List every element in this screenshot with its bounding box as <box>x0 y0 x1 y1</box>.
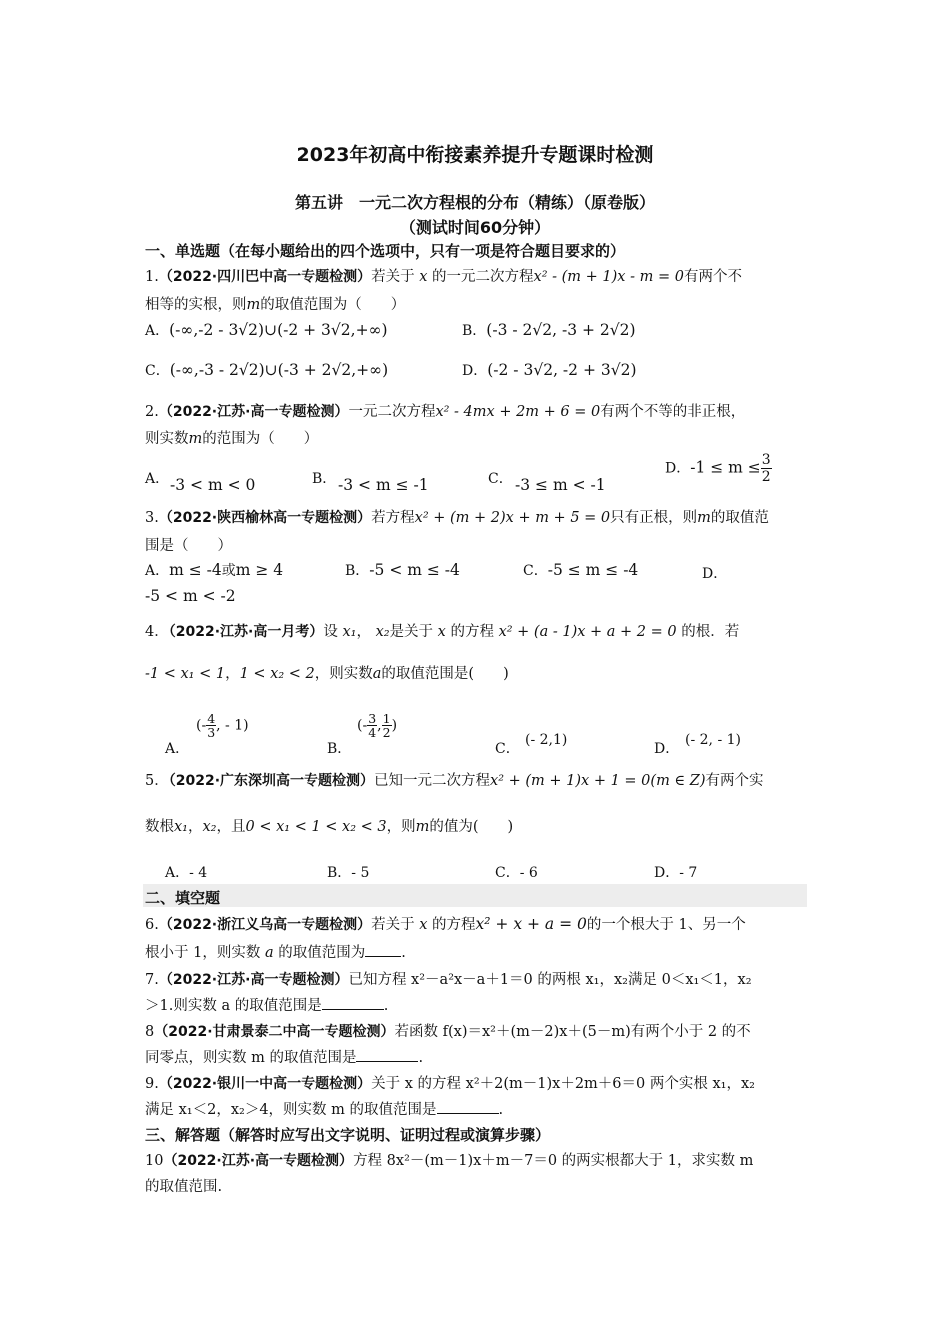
question-4-line-2: -1 < x₁ < 1，1 < x₂ < 2，则实数a的取值范围是( ) <box>145 666 509 682</box>
option-d-value: (- 2, - 1) <box>685 732 741 748</box>
question-number: 2. <box>145 404 159 420</box>
option-a[interactable]: A．- 4 <box>165 865 208 881</box>
question-number: 8 <box>145 1024 155 1040</box>
option-c[interactable]: C．-5 ≤ m ≤ -4 <box>523 561 639 579</box>
option-b[interactable]: B．(-3 - 2√2, -3 + 2√2) <box>462 321 636 339</box>
option-a-value: -3 < m < 0 <box>170 476 256 494</box>
question-source: （2022·陕西榆林高一专题检测） <box>158 510 372 526</box>
option-b[interactable]: B．- 5 <box>327 865 370 881</box>
option-b[interactable]: B． <box>312 471 337 487</box>
question-source: （2022·广东深圳高一专题检测） <box>168 773 375 789</box>
question-7-line-1: 7.（2022·江苏·高一专题检测）已知方程 x²－a²x－a＋1＝0 的两根 x₁，x₂满足 0＜x₁＜1，x₂ <box>145 972 752 988</box>
equation: x² - (m + 1)x - m = 0 <box>533 269 684 285</box>
option-c-value: -3 ≤ m < -1 <box>515 476 606 494</box>
option-a[interactable]: A．m ≤ -4或m ≥ 4 <box>145 561 284 579</box>
section-heading-fill-in: 二、填空题 <box>145 889 221 907</box>
question-number: 1. <box>145 269 159 285</box>
question-source: （2022·江苏·高一专题检测） <box>163 1153 354 1169</box>
question-source: （2022·甘肃景泰二中高一专题检测） <box>154 1024 395 1040</box>
question-source: （2022·江苏·高一专题检测） <box>158 972 349 988</box>
option-c[interactable]: C． <box>495 741 520 757</box>
question-6-line-1: 6.（2022·浙江义乌高一专题检测）若关于 x 的方程x² + x + a = 0的一个根大于 1、另一个 <box>145 915 746 933</box>
answer-blank[interactable] <box>437 1099 499 1114</box>
question-8-line-1: 8（2022·甘肃景泰二中高一专题检测）若函数 f(x)＝x²＋(m－2)x＋(5－m)有两个小于 2 的不 <box>145 1024 751 1040</box>
question-5-line-2: 数根x₁，x₂，且0 < x₁ < 1 < x₂ < 3，则m的值为( ) <box>145 819 514 835</box>
question-3-line-2: 围是（ ） <box>145 538 232 554</box>
section-bar-fill-in <box>143 884 807 907</box>
question-9-line-2: 满足 x₁＜2，x₂＞4，则实数 m 的取值范围是 . <box>145 1098 503 1122</box>
question-1-line-1: 1.（2022·四川巴中高一专题检测）若关于 x 的一元二次方程x² - (m + 1)x - m = 0有两个不 <box>145 269 742 285</box>
equation: x² + (m + 2)x + m + 5 = 0 <box>414 510 611 526</box>
option-c[interactable]: C．- 6 <box>495 865 538 881</box>
question-4-line-1: 4．（2022·江苏·高一月考）设 x₁， x₂是关于 x 的方程 x² + (a - 1)x + a + 2 = 0 的根．若 <box>145 624 740 640</box>
equation: x² + x + a = 0 <box>475 915 587 933</box>
section-heading-answer: 三、解答题（解答时应写出文字说明、证明过程或演算步骤） <box>145 1126 551 1144</box>
question-10-line-2: 的取值范围. <box>145 1179 223 1195</box>
test-time: （测试时间60分钟） <box>399 218 551 237</box>
option-d[interactable]: D．-1 ≤ m ≤ $\frac{3}{2}$ <box>665 452 771 485</box>
question-source: （2022·银川一中高一专题检测） <box>158 1076 372 1092</box>
question-number: 10 <box>145 1153 164 1169</box>
question-9-line-1: 9.（2022·银川一中高一专题检测）关于 x 的方程 x²＋2(m－1)x＋2m＋6＝0 两个实根 x₁，x₂ <box>145 1076 755 1092</box>
option-a[interactable]: A． <box>145 471 170 487</box>
option-c[interactable]: C． <box>488 471 513 487</box>
option-d[interactable]: D．- 7 <box>654 865 698 881</box>
option-a[interactable]: A．(-∞,-2 - 3√2)∪(-2 + 3√2,+∞) <box>145 321 388 339</box>
option-b-value: -3 < m ≤ -1 <box>338 476 429 494</box>
question-2-line-2: 则实数m的范围为（ ） <box>145 431 319 447</box>
question-source: （2022·江苏·高一专题检测） <box>158 404 349 420</box>
question-1-line-2: 相等的实根，则m的取值范围为（ ） <box>145 297 406 313</box>
option-b-value: (- $\frac{3}{4}$ , $\frac{1}{2}$ ) <box>357 711 398 740</box>
question-number: 4． <box>145 624 169 640</box>
option-b[interactable]: B．-5 < m ≤ -4 <box>345 561 460 579</box>
option-c-value: (- 2,1) <box>525 732 568 748</box>
page-subtitle: 第五讲 一元二次方程根的分布（精练）（原卷版） <box>294 193 655 212</box>
page-title: 2023年初高中衔接素养提升专题课时检测 <box>296 144 654 166</box>
question-source: （2022·浙江义乌高一专题检测） <box>158 917 372 933</box>
question-7-line-2: ＞1.则实数 a 的取值范围是 . <box>145 994 388 1018</box>
option-d[interactable]: D． <box>654 741 680 757</box>
question-2-line-1: 2.（2022·江苏·高一专题检测）一元二次方程x² - 4mx + 2m + 6 = 0有两个不等的非正根， <box>145 404 746 420</box>
question-number: 3. <box>145 510 159 526</box>
option-c[interactable]: C．(-∞,-3 - 2√2)∪(-3 + 2√2,+∞) <box>145 361 389 379</box>
question-number: 6. <box>145 917 159 933</box>
equation: x² - 4mx + 2m + 6 = 0 <box>435 404 601 420</box>
question-3-line-1: 3.（2022·陕西榆林高一专题检测）若方程x² + (m + 2)x + m + 5 = 0只有正根，则m的取值范 <box>145 510 769 526</box>
question-6-line-2: 根小于 1，则实数 a 的取值范围为 . <box>145 941 406 965</box>
option-d[interactable]: D．(-2 - 3√2, -2 + 3√2) <box>462 361 637 379</box>
question-number: 9. <box>145 1076 159 1092</box>
question-8-line-2: 同零点，则实数 m 的取值范围是 . <box>145 1046 423 1070</box>
answer-blank[interactable] <box>365 942 401 957</box>
equation: x² + (a - 1)x + a + 2 = 0 <box>498 624 677 640</box>
option-a-value: (- $\frac{4}{3}$ , - 1) <box>196 711 249 740</box>
question-number: 7. <box>145 972 159 988</box>
option-b[interactable]: B． <box>327 741 352 757</box>
option-d[interactable]: D． <box>702 566 728 582</box>
section-heading-single-choice: 一、单选题（在每小题给出的四个选项中，只有一项是符合题目要求的） <box>145 242 626 260</box>
answer-blank[interactable] <box>356 1047 418 1062</box>
question-source: （2022·四川巴中高一专题检测） <box>158 269 372 285</box>
question-number: 5． <box>145 773 169 789</box>
answer-blank[interactable] <box>322 995 384 1010</box>
question-source: （2022·江苏·高一月考） <box>168 624 324 640</box>
question-10-line-1: 10（2022·江苏·高一专题检测）方程 8x²－(m－1)x＋m－7＝0 的两实根都大于 1，求实数 m <box>145 1153 754 1169</box>
question-5-line-1: 5．（2022·广东深圳高一专题检测）已知一元二次方程x² + (m + 1)x + 1 = 0(m ∈ Z)有两个实 <box>145 773 764 789</box>
option-a[interactable]: A． <box>165 741 190 757</box>
equation: x² + (m + 1)x + 1 = 0(m ∈ Z) <box>490 773 706 789</box>
option-d-value: -5 < m < -2 <box>145 587 236 605</box>
